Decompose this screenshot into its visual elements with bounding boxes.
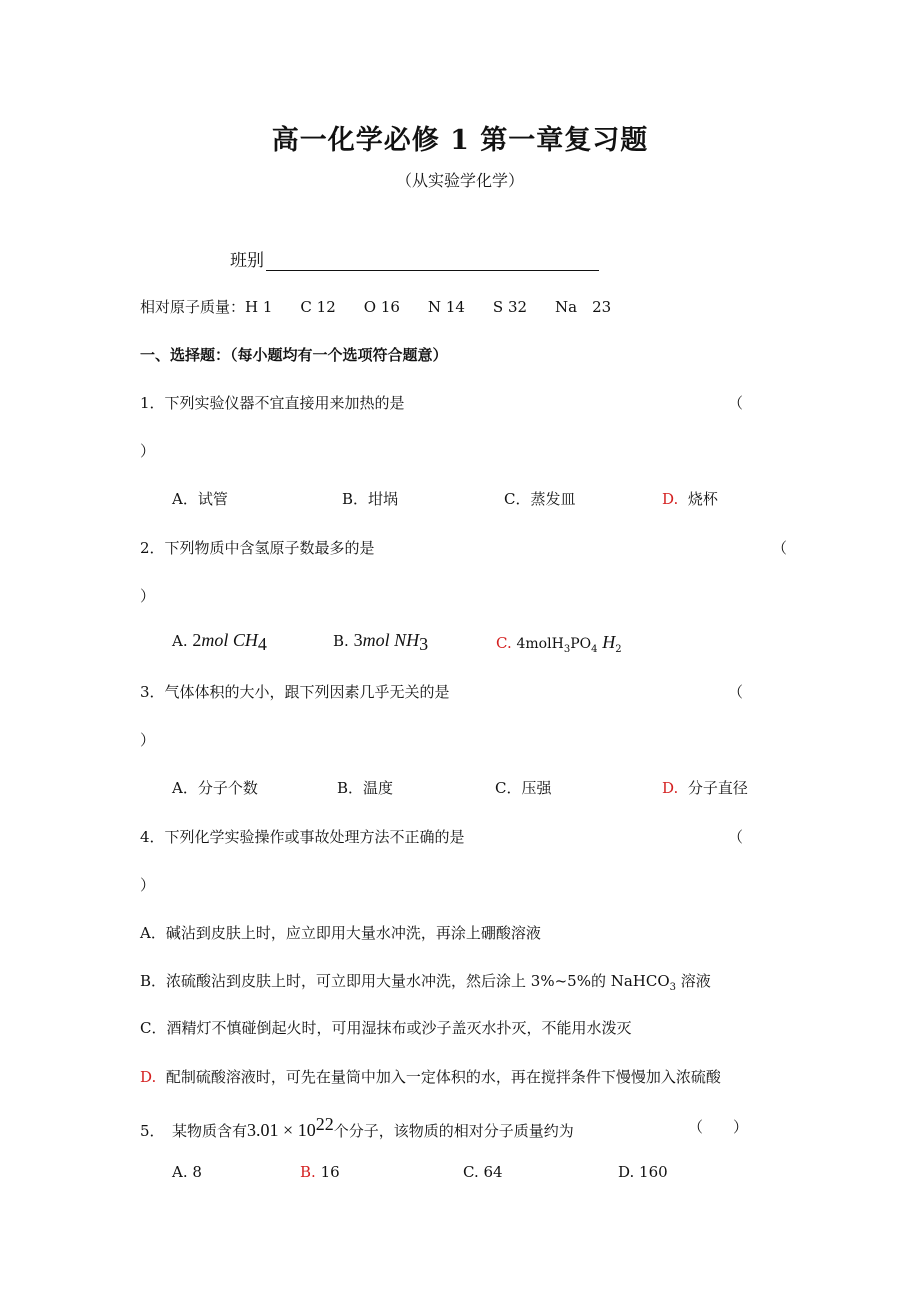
option-number: 3 [353,630,363,650]
question-1-paren-open: （ [728,394,744,412]
question-5-option-b[interactable] [300,1163,340,1181]
option-letter: C. [463,1163,479,1181]
option-letter: B． [342,490,369,508]
atomic-mass-c: C 12 [300,298,336,316]
atomic-mass-s: S 32 [492,298,528,316]
option-text: 蒸发皿 [530,490,576,508]
question-3-option-b[interactable] [337,777,393,798]
option-letter: D. [618,1163,635,1181]
question-5-option-a[interactable] [172,1163,202,1181]
option-subscript: 3 [419,634,429,654]
question-1-option-a[interactable] [172,488,228,509]
option-formula: mol NH [362,630,420,650]
question-3-option-a[interactable] [172,777,258,798]
atomic-mass-h: H 1 [245,298,273,316]
option-letter-answer: D. [662,490,679,508]
question-5-stem [140,1114,574,1141]
question-2-option-a[interactable] [172,630,267,655]
page-subtitle: （从实验学化学） [395,171,524,190]
question-1-stem: 1．下列实验仪器不宜直接用来加热的是 [140,394,405,412]
option-text: PO [570,636,592,652]
option-letter: B． [140,972,167,990]
option-text: 坩埚 [368,490,399,508]
option-letter: A． [140,924,166,942]
question-2-paren-open: （ [772,539,788,557]
question-1-option-b[interactable] [342,488,398,509]
question-4-stem: 4．下列化学实验操作或事故处理方法不正确的是 [140,828,465,846]
option-text: 分子个数 [197,779,258,797]
question-4-paren-open: （ [728,828,744,846]
question-1-paren-close: ） [140,442,156,460]
question-2-option-b[interactable] [333,630,428,655]
option-subscript: 3 [669,982,677,993]
page-title: 高一化学必修 1 第一章复习题 [271,125,649,156]
option-text: 分子直径 [687,779,748,797]
question-4-paren-close: ） [140,876,156,894]
option-text: 4molH [516,636,564,652]
question-2-paren-close: ） [140,587,156,605]
option-text: 试管 [197,490,228,508]
option-text: 酒精灯不慎碰倒起火时，可用湿抹布或沙子盖灭水扑灭，不能用水泼灭 [166,1019,632,1037]
question-3-option-d[interactable] [662,777,748,798]
option-text: 8 [192,1163,202,1181]
atomic-mass-o: O 16 [363,298,400,316]
option-subscript: 4 [257,634,267,654]
option-text: 64 [483,1163,503,1181]
option-formula: H [602,632,616,652]
option-subscript: 2 [615,644,622,655]
atomic-masses-label: 相对原子质量： [140,298,246,316]
section-heading: 一、选择题：（每小题均有一个选项符合题意） [140,346,448,364]
atomic-mass-na: Na 23 [555,298,612,316]
option-letter-answer: D. [662,779,679,797]
atomic-masses [140,296,611,317]
option-text: 碱沾到皮肤上时，应立即用大量水冲洗，再涂上硼酸溶液 [165,924,541,942]
question-4-option-c[interactable] [140,1017,632,1038]
option-letter: C． [495,779,522,797]
question-4-option-a[interactable] [140,922,541,943]
option-letter: C． [504,490,531,508]
question-5-option-c[interactable] [463,1163,503,1181]
option-text: 160 [639,1163,668,1181]
option-letter-answer: D. [140,1068,157,1086]
question-3-paren-close: ） [140,731,156,749]
question-4-option-d[interactable] [140,1066,721,1087]
option-letter: A. [172,1163,188,1181]
option-letter: B． [337,779,364,797]
option-text: 温度 [363,779,394,797]
class-label: 班别 [230,251,264,271]
question-exponent: 22 [315,1114,334,1134]
question-2-option-c[interactable] [496,632,622,655]
option-text: 烧杯 [687,490,718,508]
option-subscript: 4 [591,644,598,655]
question-text: 个分子，该物质的相对分子质量约为 [333,1122,574,1140]
option-letter: A． [172,490,198,508]
option-text: 浓硫酸沾到皮肤上时，可立即用大量水冲洗，然后涂上 3%~5%的 NaHCO [166,972,670,990]
option-letter: A. [172,632,188,650]
option-letter: C． [140,1019,167,1037]
question-number: 3.01 × 10 [247,1120,316,1140]
option-subscript: 3 [563,644,571,655]
class-field [230,246,599,271]
option-text: 压强 [521,779,552,797]
class-blank-line[interactable] [266,252,599,271]
option-formula: mol CH [201,630,258,650]
question-3-stem: 3．气体体积的大小，跟下列因素几乎无关的是 [140,683,450,701]
question-1-option-d[interactable] [662,488,718,509]
question-3-option-c[interactable] [495,777,552,798]
option-letter-answer: C. [496,634,512,652]
option-letter-answer: B. [300,1163,316,1181]
question-3-paren-open: （ [728,683,744,701]
question-5-option-d[interactable] [618,1163,668,1181]
question-1-option-c[interactable] [504,488,576,509]
atomic-mass-n: N 14 [427,298,465,316]
option-letter: B. [333,632,349,650]
option-text: 16 [320,1163,340,1181]
option-letter: A． [172,779,198,797]
option-text: 溶液 [676,972,711,990]
option-number: 2 [192,630,202,650]
question-5-paren: （ ） [688,1118,749,1136]
option-text: 配制硫酸溶液时，可先在量筒中加入一定体积的水，再在搅拌条件下慢慢加入浓硫酸 [165,1068,721,1086]
question-text: 5． 某物质含有 [140,1122,248,1140]
question-4-option-b[interactable] [140,970,711,993]
question-2-stem: 2．下列物质中含氢原子数最多的是 [140,539,375,557]
